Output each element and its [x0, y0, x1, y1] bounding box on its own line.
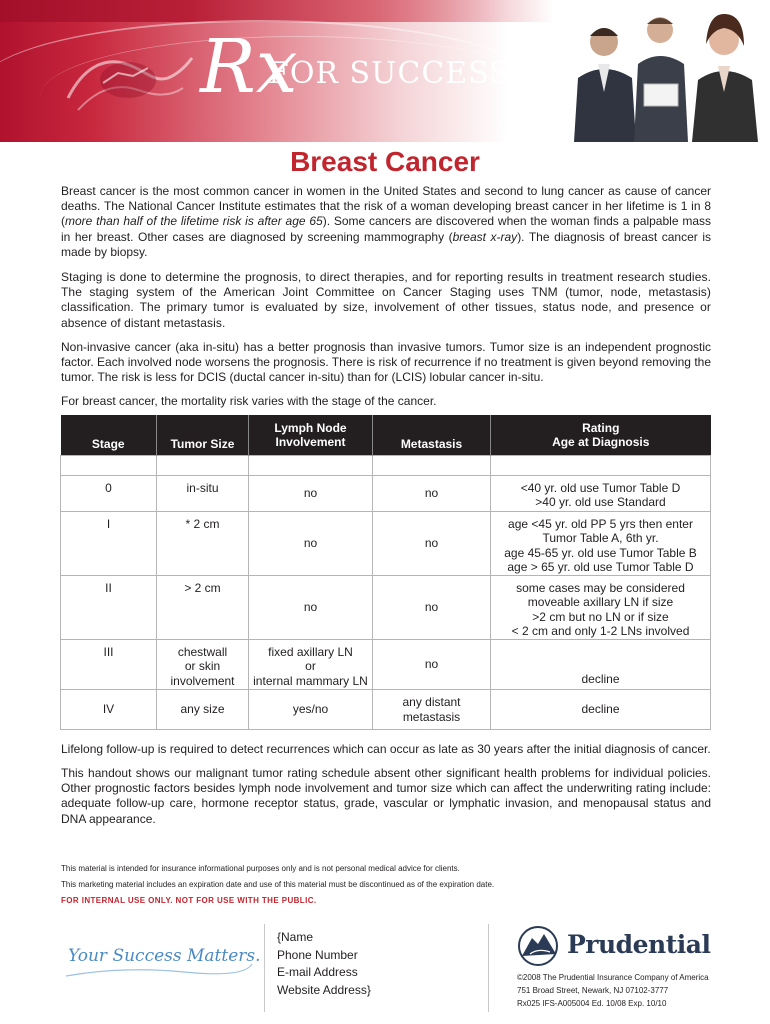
internal-use-notice: FOR INTERNAL USE ONLY. NOT FOR USE WITH THE PUBLIC.: [61, 896, 317, 905]
cell-stage: II: [61, 576, 157, 640]
intro-paragraph: Breast cancer is the most common cancer in women in the United States and second to lung cancer as cause of cancer deaths. The National Cancer Institute estimates that the risk of a woman developing breast cancer in her lifetime is 1 in 8 (more than half of the lifetime risk is after age 65). Some cancers are discovered when the woman finds a palpable mass in her breast. Other cases are diagnosed by screening mammography (breast x-ray). The diagnosis of breast cancer is made by biopsy.: [61, 184, 711, 259]
underwriting-paragraph: This handout shows our malignant tumor rating schedule absent other significant health problems for individual policies. Other prognostic factors besides lymph node involvement and tumor size which can affect the underwriting rating include: adequate follow-up care, hormone receptor status, grade, vascular or lymphatic invasion, and menopausal status and DNA appearance.: [61, 766, 711, 826]
cell-stage: I: [61, 512, 157, 576]
table-row: [61, 690, 711, 730]
footer-divider: [264, 924, 265, 1012]
cell-lymph: fixed axillary LN or internal mammary LN: [249, 640, 373, 690]
cell-tumor-size: > 2 cm: [157, 576, 249, 640]
rx-logo-letter: Rx: [200, 24, 298, 110]
prognosis-paragraph: Non-invasive cancer (aka in-situ) has a better prognosis than invasive tumors. Tumor size is an independent prognostic factor. Each involved node worsens the prognosis. There is risk of recurrence if no treatment is given beyond removing the tumor. The risk is less for DCIS (ductal cancer in-situ) than for (LCIS) lobular cancer in-situ.: [61, 340, 711, 385]
rating-table: [60, 415, 711, 730]
tagline-swoosh: [64, 958, 254, 980]
cell-tumor-size: chestwall or skin involvement: [157, 640, 249, 690]
cell-rating: decline: [491, 640, 711, 690]
cell-metastasis: no: [373, 576, 491, 640]
form-number: Rx025 IFS-A005004 Ed. 10/08 Exp. 10/10: [517, 998, 667, 1008]
cell-metastasis: any distant metastasis: [373, 690, 491, 730]
rx-logo-icon: [198, 22, 298, 120]
header-banner: [0, 0, 770, 142]
disclaimer-line: This marketing material includes an expiration date and use of this material must be discontinued as of the expiration date.: [61, 880, 495, 889]
contact-phone: Phone Number: [277, 947, 358, 962]
cell-stage: IV: [61, 690, 157, 730]
header-rating: Rating Age at Diagnosis: [491, 415, 711, 456]
cell-tumor-size: * 2 cm: [157, 512, 249, 576]
header-tumor-size: Tumor Size: [157, 415, 249, 456]
cell-tumor-size: any size: [157, 690, 249, 730]
footer-divider: [488, 924, 489, 1012]
contact-website: Website Address}: [277, 982, 371, 997]
legal-block: [517, 972, 709, 1010]
business-people-photo: [552, 0, 770, 142]
followup-paragraph: Lifelong follow-up is required to detect recurrences which can occur as late as 30 years after the initial diagnosis of cancer.: [61, 742, 711, 756]
address: 751 Broad Street, Newark, NJ 07102-3777: [517, 985, 669, 995]
cell-rating: <40 yr. old use Tumor Table D >40 yr. old use Standard: [491, 476, 711, 512]
staging-paragraph: Staging is done to determine the prognosis, to direct therapies, and for reporting results in treatment research studies. The staging system of the American Joint Committee on Cancer Staging uses TNM (tumor, node, metastasis) classification. The primary tumor is evaluated by size, involvement of other tissues, status node, and presence or absence of distant metastasis.: [61, 270, 711, 330]
header-stage: Stage: [61, 415, 157, 456]
handshake-illustration: [58, 28, 198, 128]
table-row: [61, 576, 711, 640]
cell-stage: 0: [61, 476, 157, 512]
tagline: Your Success Matters.: [68, 946, 261, 966]
contact-block: [277, 929, 371, 999]
table-spacer-row: [61, 456, 711, 476]
page-title: Breast Cancer: [290, 146, 480, 177]
brand-title: FOR SUCCESS: [268, 56, 511, 91]
cell-metastasis: no: [373, 640, 491, 690]
table-row: [61, 512, 711, 576]
prudential-logo: Prudential: [567, 930, 711, 959]
cell-rating: some cases may be considered moveable axillary LN if size >2 cm but no LN or if size < 2 cm and only 1-2 LNs involved: [491, 576, 711, 640]
header-metastasis: Metastasis: [373, 415, 491, 456]
contact-name: {Name: [277, 930, 314, 944]
copyright: ©2008 The Prudential Insurance Company of America: [517, 973, 709, 982]
table-row: [61, 476, 711, 512]
cell-lymph: yes/no: [249, 690, 373, 730]
header-lymph-node: Lymph Node Involvement: [249, 415, 373, 456]
cell-stage: III: [61, 640, 157, 690]
cell-lymph: no: [249, 476, 373, 512]
cell-rating: age <45 yr. old PP 5 yrs then enter Tumor Table A, 6th yr. age 45-65 yr. old use Tumor Table B age > 65 yr. old use Tumor Table D: [491, 512, 711, 576]
cell-lymph: no: [249, 512, 373, 576]
table-row: [61, 640, 711, 690]
prudential-rock-icon: [516, 924, 562, 966]
disclaimer-line: This material is intended for insurance informational purposes only and is not personal medical advice for clients.: [61, 864, 460, 873]
cell-metastasis: no: [373, 476, 491, 512]
contact-email: E-mail Address: [277, 965, 358, 979]
table-header-row: [61, 415, 711, 456]
cell-tumor-size: in-situ: [157, 476, 249, 512]
cell-metastasis: no: [373, 512, 491, 576]
mortality-intro: For breast cancer, the mortality risk varies with the stage of the cancer.: [61, 394, 437, 408]
cell-rating: decline: [491, 690, 711, 730]
cell-lymph: no: [249, 576, 373, 640]
